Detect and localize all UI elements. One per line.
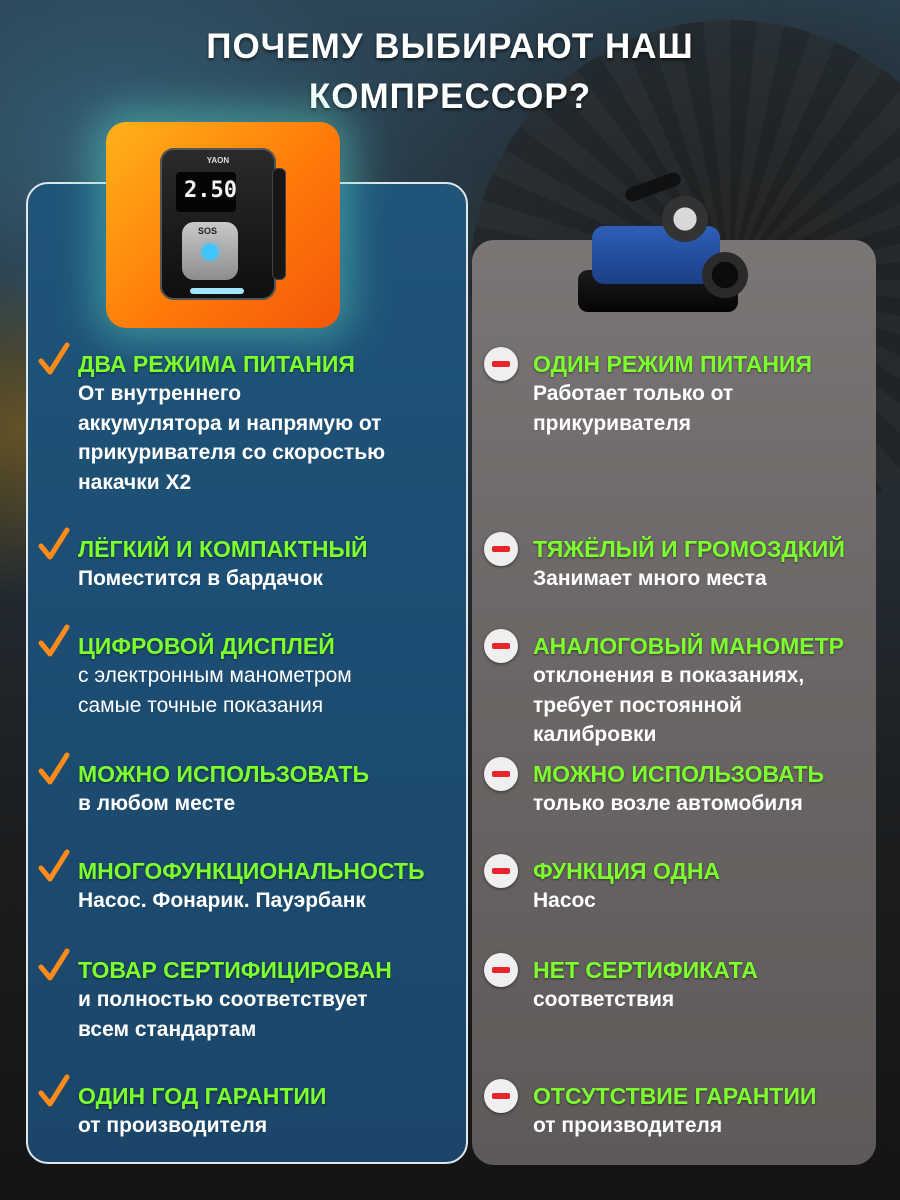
item-description-line: самые точные показания [78, 693, 324, 717]
checkmark-icon [38, 752, 70, 784]
item-description-line: аккумулятора и напрямую от [78, 411, 382, 435]
advantage-item [78, 535, 368, 594]
item-description-line: Насос. Фонарик. Пауэрбанк [78, 889, 366, 912]
advantage-item [78, 632, 352, 720]
item-heading: МНОГОФУНКЦИОНАЛЬНОСТЬ [78, 858, 425, 884]
item-description-line: только возле автомобиля [533, 792, 803, 815]
checkmark-icon [38, 342, 70, 374]
item-heading: ФУНКЦИЯ ОДНА [533, 858, 721, 884]
minus-icon [484, 953, 518, 987]
advantage-item [78, 956, 392, 1044]
disadvantage-item [533, 1082, 816, 1141]
item-description-line: Насос [533, 889, 596, 912]
item-heading: ТЯЖЁЛЫЙ И ГРОМОЗДКИЙ [533, 536, 845, 562]
item-heading: ОДИН ГОД ГАРАНТИИ [78, 1083, 327, 1109]
item-description-line: калибровки [533, 723, 657, 746]
checkmark-icon [38, 849, 70, 881]
power-icon [202, 244, 218, 260]
item-description-line: соответствия [533, 988, 675, 1011]
item-description-line: от производителя [533, 1114, 723, 1137]
minus-icon [484, 629, 518, 663]
disadvantage-item [533, 535, 845, 594]
product-compressor-image [160, 148, 276, 300]
disadvantage-item [533, 760, 824, 819]
minus-icon [484, 1079, 518, 1113]
item-description-line: прикуривателя [533, 411, 691, 435]
item-heading: ЛЁГКИЙ И КОМПАКТНЫЙ [78, 536, 368, 562]
competitor-gauge-icon [662, 196, 708, 242]
advantage-item [78, 857, 425, 916]
checkmark-icon [38, 948, 70, 980]
minus-icon [484, 347, 518, 381]
product-side-grip [272, 168, 286, 280]
item-description-line: накачки Х2 [78, 470, 192, 494]
item-heading: ОТСУТСТВИЕ ГАРАНТИИ [533, 1083, 817, 1109]
item-description-line: от производителя [78, 1114, 268, 1137]
item-description-line: с электронным манометром [78, 664, 352, 687]
item-description-line: отклонения в показаниях, [533, 664, 805, 687]
item-heading: МОЖНО ИСПОЛЬЗОВАТЬ [78, 761, 370, 787]
minus-icon [484, 532, 518, 566]
checkmark-icon [38, 1074, 70, 1106]
item-description-line: прикуривателя со скоростью [78, 441, 386, 464]
minus-icon [484, 854, 518, 888]
item-description-line: в любом месте [78, 792, 236, 815]
title-line-2: КОМПРЕССОР? [308, 77, 592, 116]
item-description-line: От внутреннего [78, 382, 242, 405]
item-description-line: Работает только от [533, 382, 734, 405]
page-title [0, 22, 900, 122]
title-line-1: ПОЧЕМУ ВЫБИРАЮТ НАШ [206, 27, 694, 66]
item-description-line: Занимает много места [533, 567, 767, 590]
disadvantage-item [533, 632, 844, 750]
item-heading: МОЖНО ИСПОЛЬЗОВАТЬ [533, 761, 825, 787]
checkmark-icon [38, 624, 70, 656]
item-heading: ТОВАР СЕРТИФИЦИРОВАН [78, 957, 392, 983]
competitor-fan [702, 252, 748, 298]
item-heading: НЕТ СЕРТИФИКАТА [533, 957, 758, 983]
disadvantage-item [533, 956, 758, 1015]
disadvantage-item [533, 857, 720, 916]
item-heading: ОДИН РЕЖИМ ПИТАНИЯ [533, 351, 812, 377]
advantage-item [78, 1082, 326, 1141]
item-heading: ЦИФРОВОЙ ДИСПЛЕЙ [78, 633, 335, 659]
item-description-line: Поместится в бардачок [78, 567, 323, 590]
item-description-line: требует постоянной [533, 693, 742, 717]
competitor-compressor-image [578, 174, 748, 324]
minus-icon [484, 757, 518, 791]
product-display-value: 2.50 [184, 178, 237, 203]
disadvantage-item [533, 350, 812, 438]
advantage-item [78, 760, 369, 819]
item-heading: ДВА РЕЖИМА ПИТАНИЯ [78, 351, 355, 377]
advantage-item [78, 350, 385, 497]
flashlight-strip [190, 288, 244, 294]
product-sos-label: SOS [198, 226, 218, 236]
item-description-line: всем стандартам [78, 1017, 257, 1041]
item-description-line: и полностью соответствует [78, 988, 368, 1011]
product-brand: YAON [206, 156, 230, 165]
item-heading: АНАЛОГОВЫЙ МАНОМЕТР [533, 633, 844, 659]
checkmark-icon [38, 527, 70, 559]
